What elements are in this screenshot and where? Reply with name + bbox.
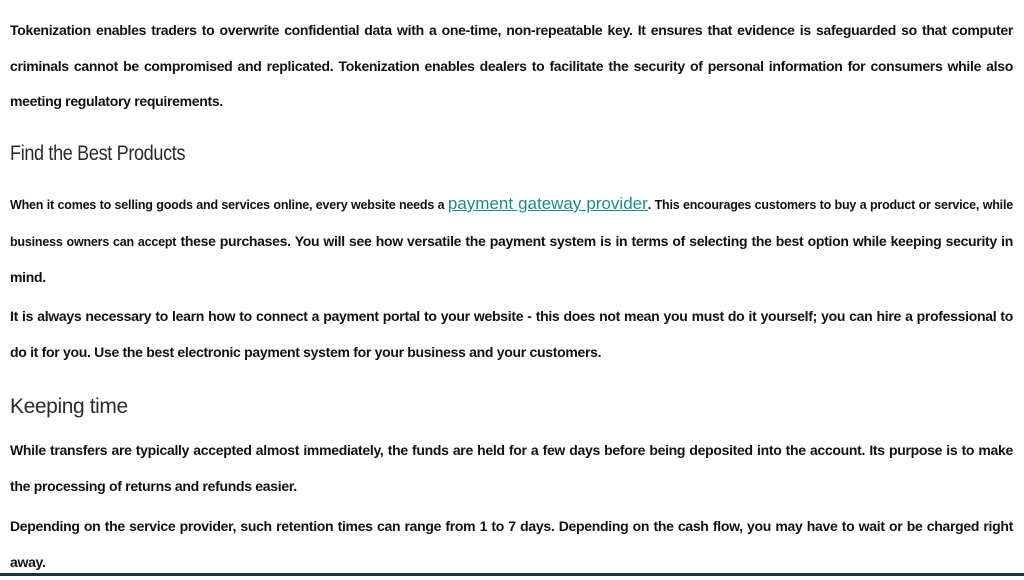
paragraph-retention-times: Depending on the service provider, such retention times can range from 1 to 7 days. Depending on the cash flow, you may have to wait or be charged right away. [10,518,1013,570]
paragraph-transfers: While transfers are typically accepted almost immediately, the funds are held for a few days before being deposited into the account. Its purpose is to make the processing of returns and refunds easier. [10,442,1013,494]
payment-gateway-provider-link[interactable]: payment gateway provider [447,194,648,213]
paragraph-text-before-link: When it comes to selling goods and services online, every website needs a [10,198,448,212]
paragraph-tokenization: Tokenization enables traders to overwrite confidential data with a one-time, non-repeatable key. It ensures that evidence is safeguarded so that computer criminals cannot be compromised and replicated. Tokenization enables dealers to facilitate the security of personal information for consumers while also meeting regulatory requirements. [10,22,1013,109]
heading-find-best-products: Find the Best Products [10,142,186,165]
paragraph-text-after-link-small: . This encourages customers to buy a product or service, while business owners can accept [10,198,1013,249]
paragraph-connect-portal: It is always necessary to learn how to connect a payment portal to your website - this does not mean you must do it yourself; you can hire a professional to do it for you. Use the best electronic payment system for your business and your customers. [10,308,1013,360]
paragraph-text-after-link: these purchases. You will see how versatile the payment system is in terms of selecting the best option while keeping security in mind. [10,232,1013,285]
paragraph-payment-gateway [10,186,1013,296]
heading-keeping-time: Keeping time [10,395,128,418]
